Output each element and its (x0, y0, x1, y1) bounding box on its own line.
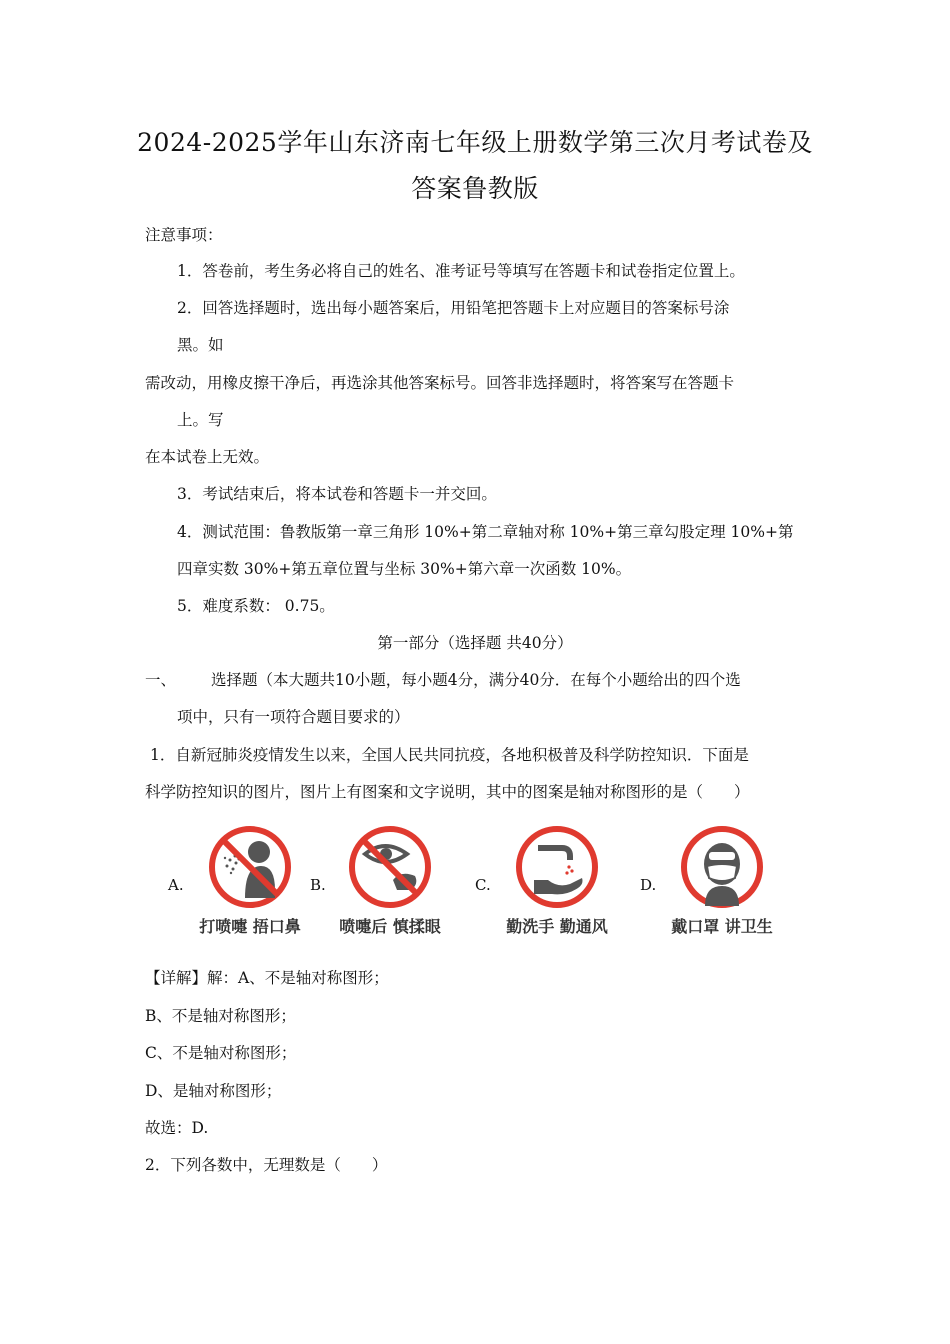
note-line: 四章实数 30%+第五章位置与坐标 30%+第六章一次函数 10%。 (177, 560, 632, 578)
option-a (195, 822, 305, 937)
note-line: 2．回答选择题时，选出每小题答案后，用铅笔把答题卡上对应题目的答案标号涂 (177, 299, 730, 317)
option-label-a: A. (168, 876, 184, 894)
section-number: 一、 (145, 671, 177, 689)
wash-hands-icon (512, 822, 602, 912)
option-label-d: D. (640, 876, 657, 894)
no-rub-eye-icon (345, 822, 435, 912)
part-heading: 第一部分（选择题 共40分） (377, 634, 573, 652)
notice-heading: 注意事项： (145, 226, 223, 244)
note-line: 在本试卷上无效。 (145, 448, 270, 466)
section-title-cont: 项中，只有一项符合题目要求的） (177, 708, 410, 726)
note-line: 3．考试结束后，将本试卷和答题卡一并交回。 (177, 485, 497, 503)
note-line: 上。写 (177, 411, 224, 429)
question-1-line: 科学防控知识的图片，图片上有图案和文字说明，其中的图案是轴对称图形的是（ ） (145, 783, 750, 801)
option-label-c: C. (475, 876, 491, 894)
wear-mask-icon (677, 822, 767, 912)
section-title: 选择题（本大题共10小题，每小题4分，满分40分．在每个小题给出的四个选 (211, 671, 741, 689)
question-2-line: 2．下列各数中，无理数是（ ） (145, 1156, 388, 1174)
no-sneeze-icon (205, 822, 295, 912)
title-line-2: 答案鲁教版 (411, 174, 539, 203)
detail-line: D、是轴对称图形； (145, 1082, 282, 1100)
option-a-caption: 打喷嚏 捂口鼻 (199, 917, 301, 936)
option-label-b: B. (310, 876, 326, 894)
answer-line: 故选：D. (145, 1119, 209, 1137)
document-title (110, 120, 840, 212)
option-c (502, 822, 612, 937)
option-b-caption: 喷嚏后 慎揉眼 (339, 917, 441, 936)
question-1-line: 1．自新冠肺炎疫情发生以来，全国人民共同抗疫，各地积极普及科学防控知识．下面是 (150, 746, 749, 764)
option-b (335, 822, 445, 937)
detail-line: 【详解】解：A、不是轴对称图形； (145, 969, 389, 987)
detail-line: C、不是轴对称图形； (145, 1044, 297, 1062)
title-line-1: 2024-2025学年山东济南七年级上册数学第三次月考试卷及 (137, 128, 813, 157)
option-d-caption: 戴口罩 讲卫生 (671, 917, 773, 936)
option-c-caption: 勤洗手 勤通风 (506, 917, 608, 936)
note-line: 5．难度系数： 0.75。 (177, 597, 335, 615)
note-line: 黑。如 (177, 336, 224, 354)
note-line: 1．答卷前，考生务必将自己的姓名、准考证号等填写在答题卡和试卷指定位置上。 (177, 262, 745, 280)
detail-line: B、不是轴对称图形； (145, 1007, 296, 1025)
note-line: 4．测试范围：鲁教版第一章三角形 10%+第二章轴对称 10%+第三章勾股定理 10%+第 (177, 523, 794, 541)
note-line: 需改动，用橡皮擦干净后，再选涂其他答案标号。回答非选择题时，将答案写在答题卡 (145, 374, 735, 392)
option-d (667, 822, 777, 937)
